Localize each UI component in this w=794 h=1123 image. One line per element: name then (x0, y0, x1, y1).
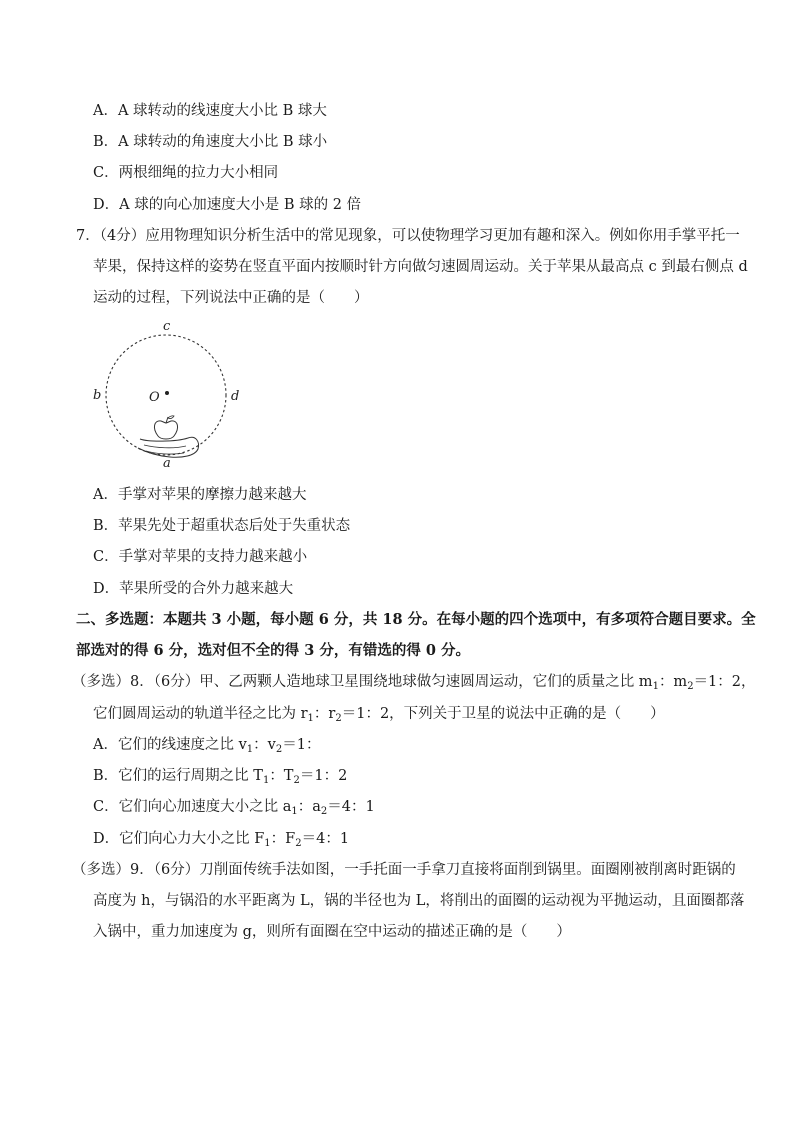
label-d: d (231, 389, 240, 404)
subscript: 1 (246, 744, 254, 755)
apple-icon (154, 416, 177, 439)
option-text: ：F (270, 831, 296, 847)
option-text: ：a (297, 799, 321, 815)
center-dot (165, 391, 169, 395)
section2-heading-line2: 部选对的得 6 分，选对但不全的得 3 分，有错选的得 0 分。 (76, 642, 471, 659)
q8-stem-text: ：r (313, 706, 336, 722)
label-o: O (149, 390, 160, 405)
q8-stem-text: ＝1：2， (693, 674, 756, 690)
q9-stem-line3: 入锅中，重力加速度为 g，则所有面圈在空中运动的描述正确的是（ ） (93, 924, 571, 940)
label-b: b (93, 388, 102, 403)
subscript: 2 (335, 713, 342, 724)
option-text: B．它们的运行周期之比 T (93, 768, 263, 784)
subscript: 1 (307, 713, 314, 724)
q8-option-d (93, 829, 349, 849)
q8-option-a (93, 735, 320, 755)
hand-icon (138, 437, 199, 457)
q7-option-c: C．手掌对苹果的支持力越来越小 (93, 549, 308, 565)
subscript: 1 (262, 775, 270, 786)
option-text: ＝1：2 (299, 768, 348, 784)
option-text: ＝4：1 (327, 799, 375, 815)
label-a: a (163, 456, 171, 471)
q8-stem-line1 (72, 672, 756, 692)
q9-stem-line2: 高度为 h，与锅沿的水平距离为 L，锅的半径也为 L，将削出的面圈的运动视为平抛运动，且面圈都落 (93, 893, 745, 909)
q8-option-c (93, 797, 375, 817)
label-c: c (163, 319, 171, 334)
subscript: 1 (291, 806, 298, 817)
subscript: 2 (293, 775, 300, 786)
subscript: 2 (275, 744, 283, 755)
q8-stem-text: （多选）8．（6分）甲、乙两颗人造地球卫星围绕地球做匀速圆周运动，它们的质量之比 m (72, 674, 653, 690)
q8-stem-text: 它们圆周运动的轨道半径之比为 r (93, 706, 308, 722)
option-text: C．它们向心加速度大小之比 a (93, 799, 292, 815)
option-text: D．它们向心力大小之比 F (93, 831, 265, 847)
q7-stem-line1: 7．（4分）应用物理知识分析生活中的常见现象，可以使物理学习更加有趣和深入。例如你用手掌平托一 (76, 228, 740, 244)
subscript: 2 (687, 681, 694, 692)
option-text: ：T (269, 768, 294, 784)
q8-stem-text: ：m (658, 674, 688, 690)
q7-option-d: D．苹果所受的合外力越来越大 (93, 581, 294, 597)
q8-stem-line2 (93, 704, 665, 724)
q7-stem-line3: 运动的过程，下列说法中正确的是（ ） (93, 290, 369, 306)
q8-stem-text: ＝1：2，下列关于卫星的说法中正确的是（ ） (341, 706, 665, 722)
q6-option-c: C．两根细绳的拉力大小相同 (93, 165, 279, 181)
option-text: ＝4：1 (301, 831, 350, 847)
subscript: 2 (320, 806, 328, 817)
option-text: ＝1： (282, 737, 321, 753)
q7-stem-line2: 苹果，保持这样的姿势在竖直平面内按顺时针方向做匀速圆周运动。关于苹果从最高点 c 到最右侧点 d (93, 259, 748, 275)
q7-option-b: B．苹果先处于超重状态后处于失重状态 (93, 518, 351, 534)
subscript: 1 (652, 681, 659, 692)
q6-option-b: B．A 球转动的角速度大小比 B 球小 (93, 134, 328, 150)
subscript: 2 (295, 838, 302, 849)
option-text: ：v (253, 737, 276, 753)
q8-option-b (93, 766, 347, 786)
circular-motion-diagram (86, 316, 246, 476)
q9-stem-line1: （多选）9．（6分）刀削面传统手法如图，一手托面一手拿刀直接将面削到锅里。面圈刚被削离时距锅的 (72, 862, 736, 878)
section2-heading-line1: 二、多选题：本题共 3 小题，每小题 6 分，共 18 分。在每小题的四个选项中，有多项符合题目要求。全 (76, 611, 756, 628)
q6-option-d: D．A 球的向心加速度大小是 B 球的 2 倍 (93, 197, 362, 213)
q7-option-a: A．手掌对苹果的摩擦力越来越大 (93, 487, 307, 503)
q6-option-a: A．A 球转动的线速度大小比 B 球大 (93, 103, 327, 119)
subscript: 1 (264, 838, 271, 849)
option-text: A．它们的线速度之比 v (93, 737, 247, 753)
